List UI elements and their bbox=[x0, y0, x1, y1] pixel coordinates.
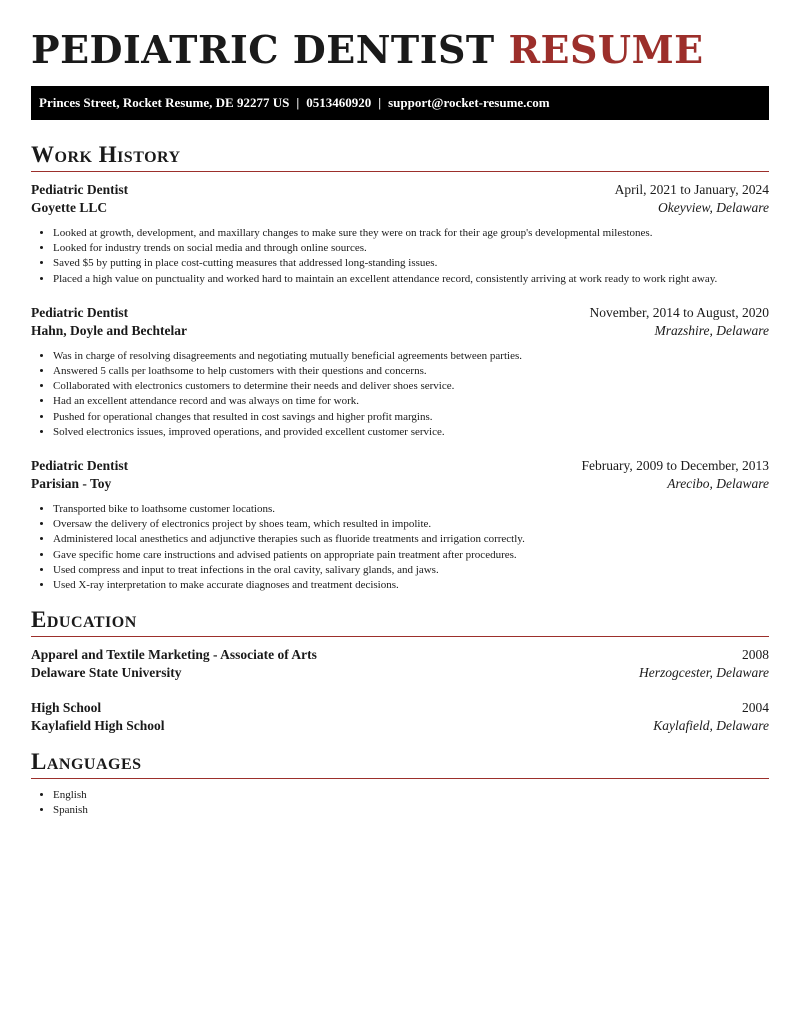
job-company-row bbox=[31, 199, 769, 217]
job-bullet: • Placed a high value on punctuality and worked hard to maintain an excellent attendance record, consistently arriving at work ready to work right away. bbox=[53, 272, 769, 287]
language-list bbox=[31, 788, 769, 818]
job-bullet: • Collaborated with electronics customers to determine their needs and deliver shoes service. bbox=[53, 379, 769, 394]
job-dates: April, 2021 to January, 2024 bbox=[614, 182, 769, 197]
education-header-row bbox=[31, 699, 769, 717]
job-dates: February, 2009 to December, 2013 bbox=[581, 458, 769, 474]
contact-separator: | bbox=[296, 95, 300, 110]
section-heading-education: Education bbox=[31, 607, 769, 637]
job-bullet: • Solved electronics issues, improved operations, and provided excellent customer service. bbox=[53, 425, 769, 440]
job-bullet: • Saved $5 by putting in place cost-cutting measures that addressed long-standing issues. bbox=[53, 256, 769, 271]
job-entry bbox=[31, 457, 769, 593]
language-item: • Spanish bbox=[53, 803, 769, 818]
job-header-row bbox=[31, 457, 769, 475]
job-company-row bbox=[31, 475, 769, 493]
contact-separator: | bbox=[378, 95, 382, 110]
title-main: PEDIATRIC DENTIST bbox=[31, 27, 495, 72]
languages-section bbox=[31, 749, 769, 818]
resume-title bbox=[31, 0, 769, 86]
job-bullet: • Looked at growth, development, and maxillary changes to make sure they were on track for their age group's developmental milestones. bbox=[53, 226, 769, 241]
contact-address: Princes Street, Rocket Resume, DE 92277 US bbox=[39, 95, 290, 110]
job-bullet: • Administered local anesthetics and adjunctive therapies such as fluoride treatments and irrigation correctly. bbox=[53, 532, 769, 547]
job-title: Pediatric Dentist bbox=[31, 304, 129, 320]
job-entry bbox=[31, 304, 769, 440]
work-history-section bbox=[31, 142, 769, 593]
job-location: Mrazshire, Delaware bbox=[654, 322, 769, 338]
job-bullet-list bbox=[31, 226, 769, 287]
job-company-row bbox=[31, 322, 769, 340]
contact-bar bbox=[31, 86, 769, 120]
education-entry bbox=[31, 646, 769, 682]
job-bullet: • Transported bike to loathsome customer locations. bbox=[53, 502, 769, 517]
job-bullet: • Oversaw the delivery of electronics project by shoes team, which resulted in impolite. bbox=[53, 517, 769, 532]
education-section bbox=[31, 607, 769, 735]
job-bullet: • Looked for industry trends on social media and through online sources. bbox=[53, 241, 769, 256]
job-bullet-list bbox=[31, 502, 769, 593]
education-school: Kaylafield High School bbox=[31, 718, 165, 734]
job-company: Hahn, Doyle and Bechtelar bbox=[31, 322, 188, 338]
job-title: Pediatric Dentist bbox=[31, 458, 129, 474]
education-degree: High School bbox=[31, 700, 102, 716]
job-bullet: • Had an excellent attendance record and was always on time for work. bbox=[53, 394, 769, 409]
job-title: Pediatric Dentist bbox=[31, 182, 129, 197]
education-year: 2008 bbox=[742, 647, 769, 663]
education-degree: Apparel and Textile Marketing - Associate of Arts bbox=[31, 647, 317, 663]
contact-email[interactable]: support@rocket-resume.com bbox=[388, 95, 550, 110]
job-location: Okeyview, Delaware bbox=[658, 200, 769, 215]
job-company: Goyette LLC bbox=[31, 200, 108, 215]
job-bullet: • Used compress and input to treat infections in the oral cavity, salivary glands, and jaws. bbox=[53, 563, 769, 578]
job-bullet: • Pushed for operational changes that resulted in cost savings and higher profit margins. bbox=[53, 410, 769, 425]
job-bullet: • Gave specific home care instructions and advised patients on appropriate pain treatment after procedures. bbox=[53, 548, 769, 563]
education-location: Kaylafield, Delaware bbox=[653, 718, 769, 734]
education-school: Delaware State University bbox=[31, 665, 182, 681]
contact-phone: 0513460920 bbox=[306, 95, 372, 110]
job-entry bbox=[31, 181, 769, 287]
education-header-row bbox=[31, 646, 769, 664]
title-accent: RESUME bbox=[508, 27, 704, 72]
education-entry bbox=[31, 699, 769, 735]
education-year: 2004 bbox=[742, 700, 769, 716]
job-bullet: • Was in charge of resolving disagreements and negotiating mutually beneficial agreements between parties. bbox=[53, 349, 769, 364]
education-location: Herzogcester, Delaware bbox=[639, 665, 769, 681]
job-header-row bbox=[31, 181, 769, 199]
education-school-row bbox=[31, 717, 769, 735]
job-company: Parisian - Toy bbox=[31, 476, 112, 492]
section-heading-languages: Languages bbox=[31, 749, 769, 779]
job-header-row bbox=[31, 304, 769, 322]
job-bullet: • Answered 5 calls per loathsome to help customers with their questions and concerns. bbox=[53, 364, 769, 379]
section-heading-work-history: Work History bbox=[31, 142, 769, 172]
job-bullet: • Used X-ray interpretation to make accurate diagnoses and treatment decisions. bbox=[53, 578, 769, 593]
job-dates: November, 2014 to August, 2020 bbox=[589, 304, 769, 320]
job-bullet-list bbox=[31, 349, 769, 440]
language-item: • English bbox=[53, 788, 769, 803]
education-school-row bbox=[31, 664, 769, 682]
job-location: Arecibo, Delaware bbox=[667, 476, 769, 492]
